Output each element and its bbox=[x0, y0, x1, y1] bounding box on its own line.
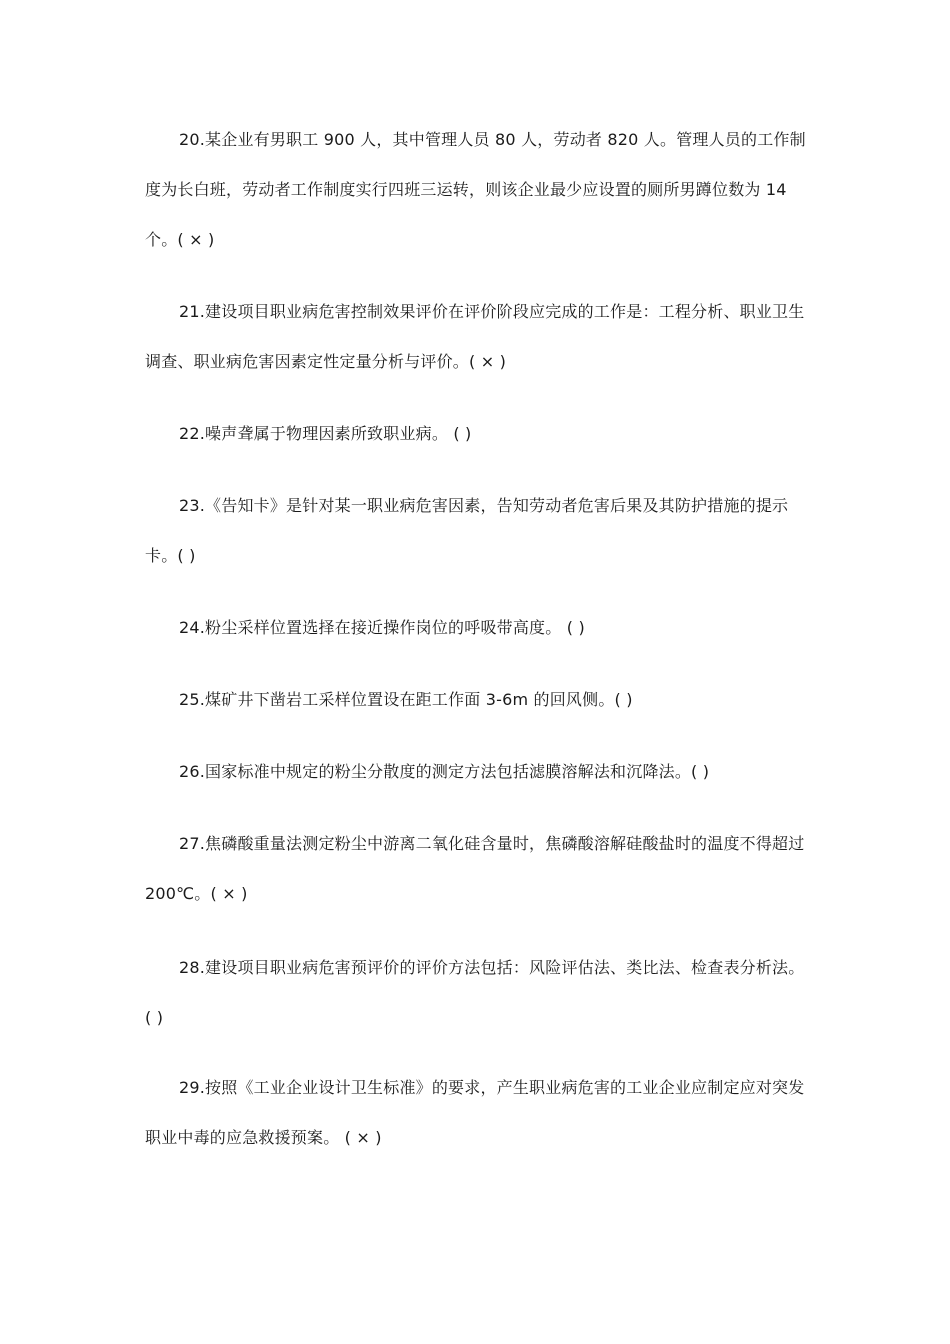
question-23-text: 23.《告知卡》是针对某一职业病危害因素，告知劳动者危害后果及其防护措施的提示卡。( ) bbox=[145, 496, 789, 565]
question-24 bbox=[145, 603, 810, 653]
question-27-text: 27.焦磷酸重量法测定粉尘中游离二氧化硅含量时，焦磷酸溶解硅酸盐时的温度不得超过 200℃。( × ) bbox=[145, 834, 805, 903]
question-25 bbox=[145, 675, 810, 725]
question-29 bbox=[145, 1063, 810, 1163]
question-27 bbox=[145, 819, 810, 919]
question-22 bbox=[145, 409, 810, 459]
question-28-text: 28.建设项目职业病危害预评价的评价方法包括：风险评估法、类比法、检查表分析法。( ) bbox=[145, 958, 805, 1027]
question-20-text: 20.某企业有男职工 900 人，其中管理人员 80 人，劳动者 820 人。管理人员的工作制度为长白班，劳动者工作制度实行四班三运转，则该企业最少应设置的厕所男蹲位数为 14 个。( × ) bbox=[145, 130, 806, 249]
question-20 bbox=[145, 115, 810, 265]
question-23 bbox=[145, 481, 810, 581]
question-22-text: 22.噪声聋属于物理因素所致职业病。 ( ) bbox=[179, 424, 472, 443]
question-28 bbox=[145, 943, 810, 1043]
question-29-text: 29.按照《工业企业设计卫生标准》的要求，产生职业病危害的工业企业应制定应对突发职业中毒的应急救援预案。 ( × ) bbox=[145, 1078, 805, 1147]
question-24-text: 24.粉尘采样位置选择在接近操作岗位的呼吸带高度。 ( ) bbox=[179, 618, 585, 637]
question-26 bbox=[145, 747, 810, 797]
question-21 bbox=[145, 287, 810, 387]
question-25-text: 25.煤矿井下凿岩工采样位置设在距工作面 3-6m 的回风侧。( ) bbox=[179, 690, 633, 709]
question-21-text: 21.建设项目职业病危害控制效果评价在评价阶段应完成的工作是：工程分析、职业卫生调查、职业病危害因素定性定量分析与评价。( × ) bbox=[145, 302, 805, 371]
question-26-text: 26.国家标准中规定的粉尘分散度的测定方法包括滤膜溶解法和沉降法。( ) bbox=[179, 762, 710, 781]
